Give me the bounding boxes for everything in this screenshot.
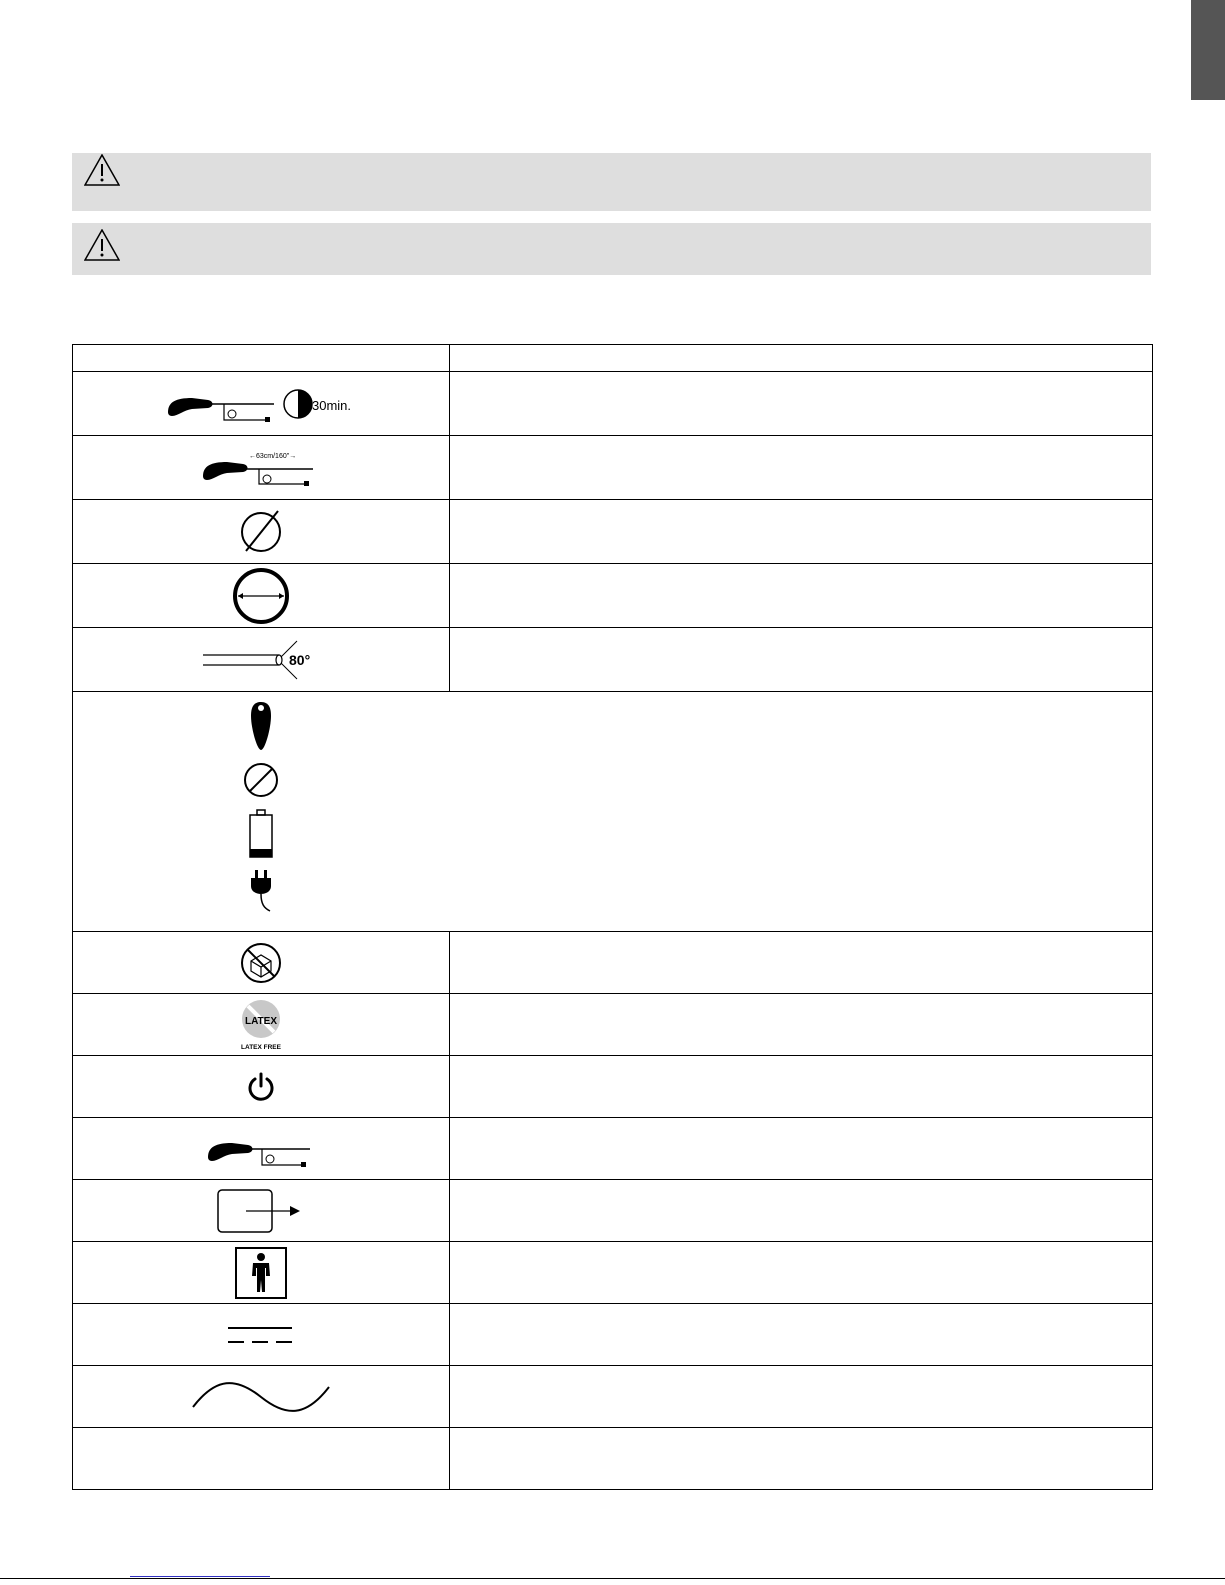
warning-triangle-icon [84, 229, 120, 261]
table-row [73, 1366, 1153, 1428]
symbol-cell [73, 1056, 450, 1118]
probe-cable-length-icon [201, 448, 321, 488]
description-cell [450, 1118, 1153, 1180]
footer-link-underline[interactable] [130, 1575, 270, 1577]
probe-icon [206, 1129, 316, 1169]
symbol-cell [73, 1180, 450, 1242]
table-row [73, 372, 1153, 436]
type-bf-applied-part-icon [234, 1246, 288, 1300]
symbol-cell [73, 500, 450, 564]
warning-triangle-icon [84, 154, 120, 186]
handle-icon [249, 700, 273, 752]
description-cell [450, 436, 1153, 500]
table-row [73, 1242, 1153, 1304]
warning-box-2 [72, 223, 1151, 275]
no-symbol-icon [241, 760, 281, 800]
symbol-cell [73, 372, 450, 436]
battery-low-icon [247, 808, 275, 860]
table-row [73, 1428, 1153, 1490]
header-description [450, 345, 1153, 372]
alternating-current-icon [191, 1377, 331, 1417]
table-row [73, 436, 1153, 500]
table-row [73, 1056, 1153, 1118]
video-output-icon [216, 1186, 306, 1236]
symbols-table [72, 344, 1153, 1490]
description-cell [450, 628, 1153, 692]
table-row [73, 628, 1153, 692]
description-cell [450, 1242, 1153, 1304]
table-row [73, 692, 1153, 932]
timer-label: 30min. [312, 397, 352, 413]
symbol-cell [73, 1366, 450, 1428]
fov-label: 80° [289, 651, 311, 668]
description-cell [450, 1304, 1153, 1366]
cable-length-label: ←63cm/160"→ [249, 452, 297, 460]
table-row [73, 1180, 1153, 1242]
footer-rule [0, 1578, 1225, 1579]
field-of-view-icon [201, 637, 321, 683]
table-row [73, 994, 1153, 1056]
symbol-cell [73, 628, 450, 692]
description-cell [450, 932, 1153, 994]
icon-group-cell [73, 692, 1153, 932]
latex-free-label: LATEX FREE [241, 1043, 281, 1051]
symbol-cell [73, 1242, 450, 1304]
probe-30min-timer-icon [166, 384, 356, 424]
table-header-row [73, 345, 1153, 372]
description-cell [450, 372, 1153, 436]
table-row [73, 932, 1153, 994]
outer-diameter-icon [230, 565, 292, 627]
description-cell [450, 1180, 1153, 1242]
direct-current-icon [226, 1322, 296, 1348]
table-row [73, 500, 1153, 564]
power-icon [246, 1072, 276, 1102]
description-cell [450, 1056, 1153, 1118]
table-row [73, 564, 1153, 628]
warning-box-1 [72, 153, 1151, 211]
symbol-cell [73, 564, 450, 628]
latex-free-icon [231, 997, 291, 1053]
description-cell [450, 1428, 1153, 1490]
plug-icon [246, 868, 276, 914]
latex-label: LATEX [244, 1015, 278, 1027]
symbol-cell [73, 1304, 450, 1366]
symbol-cell [73, 994, 450, 1056]
table-row [73, 1304, 1153, 1366]
symbol-cell [73, 1118, 450, 1180]
description-cell [450, 500, 1153, 564]
header-symbol [73, 345, 450, 372]
description-cell [450, 1366, 1153, 1428]
symbol-cell [73, 932, 450, 994]
section-tab-marker [1191, 0, 1225, 100]
description-cell [450, 564, 1153, 628]
table-row [73, 1118, 1153, 1180]
symbol-cell [73, 1428, 450, 1490]
description-cell [450, 994, 1153, 1056]
do-not-use-if-package-damaged-icon [239, 941, 283, 985]
diameter-icon [236, 507, 286, 557]
symbol-cell [73, 436, 450, 500]
